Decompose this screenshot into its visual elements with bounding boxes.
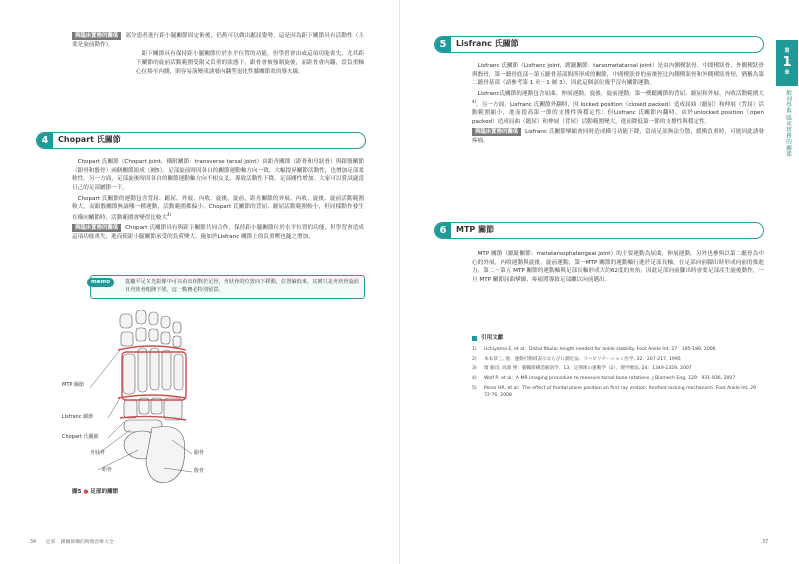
chapter-prefix: 第	[784, 48, 790, 55]
section-4-body	[72, 158, 364, 242]
chapter-number: 1	[782, 55, 792, 70]
figure-5-caption	[72, 488, 118, 497]
left-footer	[30, 539, 114, 546]
section-4-paragraph-2: Chopart 氏關節的運動包含背屈、蹠屈、外展、內收、旋後、旋前，距舟關節的外展、內收、旋後、旋前活動範圍較大，而跟骰關節無論哪一種運動，活動範圍都偏小。Chopart 氏關節的背屈、蹠屈活動範圍較小，但同樣動作發生在橫向關節時，活動範圍會變得比較大	[72, 195, 364, 221]
left-page-number: 34	[30, 540, 37, 545]
chapter-suffix: 章	[784, 70, 790, 76]
references-section	[472, 334, 764, 403]
label-lisfranc-joint: Lisfranc 關節	[62, 414, 94, 420]
left-footer-title: 踝關節構的物理治療大全	[60, 540, 114, 545]
reference-item: 1) Uchiyama E, et al：Distal fibular length needed for ankle stability. Foot Ankle Int, 27：185-189, 2006	[472, 346, 716, 352]
section-5-body	[472, 62, 764, 146]
reference-item: 4) Wolf P, et al：A MR imaging procedure to measure tarsal bone rotations. J Biomech Eng, 129：931-936, 2007	[472, 376, 736, 382]
memo-tag: memo	[87, 278, 114, 287]
section-6-number: 6	[435, 223, 451, 238]
section-4-citation: 4)	[167, 211, 172, 217]
figure-5-number: 圖5	[72, 489, 82, 495]
section-5-paragraph-2b: 。另一方面，Lisfranc 氏關節外翻時，因 locked position（closed packed）造成屈曲（蹠屈）和伸展（背屈）活動範圍縮小，進而提高第一節的支撐性與穩定性；但Lisfranc 氏關節內翻時，由於unlocked position（open packed）造成屈曲（蹠屈）和伸展（背屈）活動範圍變大，進而降低第一節的支撐性與穩定性。	[472, 101, 764, 125]
foot-skeleton-illustration	[60, 310, 260, 490]
section-5-number: 5	[435, 37, 451, 52]
section-4-clinical-tag: 與臨床實務的關係	[72, 224, 121, 232]
references-list	[472, 347, 764, 400]
section-5-paragraph-2: Lisfranc氏關節的運動包含屈曲、伸展運動、旋後、旋前運動，第一楔蹠關節的背屈、蹠屈和外展、內收活動範圍大	[477, 90, 764, 97]
chapter-vertical-title: 解剖學與臨床實務的關係	[785, 90, 791, 158]
label-chopart-joint: Chopart 氏關節	[62, 434, 99, 440]
top-clinical-block	[72, 32, 364, 76]
figure-5-title: 足部的關節	[90, 489, 119, 495]
section-6-heading	[434, 222, 764, 239]
reference-item: 2) 本本恭三, 他：運動可動域表示ならびに測定法．リハビリテーション医学, 32：207-217, 1995	[472, 356, 681, 362]
right-page-number: 37	[762, 540, 769, 545]
square-bullet-icon	[472, 336, 477, 341]
memo-box	[90, 275, 365, 299]
section-4-heading	[36, 132, 366, 149]
section-6-body	[472, 250, 764, 285]
section-5-clinical-tag: 與臨床實務的關係	[472, 128, 521, 136]
top-paragraph-2: 距下關節具有保持距小腿關節位於水平位置的功能，但學習會由或這項功能喪失，尤其距下關節的旋前活動範圍受限又負重的狀態下，跟骨會被強制旋後，而距骨會內翻，當負重軸心位移至內側，則容易演變成誘發內翻型退化性膝關節炎的導火線。	[136, 51, 364, 75]
memo-text: 從屬平足Ｘ光影像中可以看出相對於足骨，舟狀骨的位置向下移動，位置偏低來，其實只是舟狀骨旋前且舟狀骨粗隆下墜，這一點務必特別留意。	[125, 279, 359, 293]
label-cuboid: 骰骨	[194, 468, 205, 474]
reference-item: 3) 壇 順司, 高濱 照：腳關節構造解剖学．13，足関節の運動学（2），理学療法, 24：1349-1359, 2007	[472, 366, 692, 372]
foot-joints-figure	[60, 310, 260, 490]
section-4-title: Chopart 氏關節	[58, 135, 121, 145]
caption-bullet-icon: ●	[83, 489, 89, 495]
section-6-paragraph-1: MTP 關節（蹠趾關節：metatarsophalangeal joint）的主要運動為屈曲，伸展運動，另外也參與以第二蹠骨為中心的外展，內收運動與旋後，旋前運動，第一MTP 關節的運動軸行進於足部長軸，在足部向前腳出時形成向前的推進力，第二～第五 MTP 關節的運動軸與足部長軸形成大約62度的夾角，因此足部向前腳出時會要足部產生旋後動作，一旦 MTP 關節屈曲攣縮，疼痛將導致足部離以向前邁出。	[472, 251, 764, 283]
left-page	[0, 0, 399, 564]
section-4-paragraph-1: Chopart 氏關節（Chopart joint，橫附關節：transverse tarsal joint）由距舟關節（距骨和舟狀骨）與跟骰關節（跟骨和骰骨）兩個關節組成（圖5）。足部旋前時因各自的關節運動軸方向一致，大幅提昇關節活動性，也增加足部柔軟性，另一方面，足部旋後時因各自的關節運動軸方向不相交叉，導致活動性下降，足部剛性增加。大家可以嘗試適當日己的足部屬節一下。	[72, 159, 364, 191]
label-mtp-joint: MTP 關節	[62, 382, 84, 388]
section-5-paragraph-1: Lisfranc 氏關節（Lisfranc joint，跗蹠關節：tarsometatarsal joint）是由內側楔狀骨、中間楔狀骨、外側楔狀骨與骰骨，第一蹠骨底部～第五蹠骨基部間所形成的關節，中間楔狀骨的前後徑比內側楔狀骨和外側楔狀骨短，猶稱為第二蹠骨基部（請參考第 1 章－1 圖 3），因此這個部位幾乎沒有關節運動。	[472, 63, 764, 87]
reference-item: 5) Perez HR, et al：The effect of frontal plane position on first ray motion: forefoot locking mechanism. Foot Ankle Int, 29：72-76, 2008	[472, 386, 761, 399]
section-5-citation: 4)	[472, 98, 477, 104]
section-6-title: MTP 關節	[456, 225, 495, 235]
chapter-side-tab[interactable]	[776, 40, 798, 86]
section-4-clinical-text: Chopart 氏關節具有與距下關節共同合作，保持距小腿關節位於水平位置的功能，但學習會造成這項功能喪失，進而使距小腿關節承受的負荷變大，施加於Lisfranc 關節上的負重壓也隨之增加。	[72, 225, 364, 241]
references-title: 引用文獻	[481, 335, 504, 341]
section-5-clinical-text: Lisfranc 氏關節攣縮會同時造成橫弓功能下降，當前足部無法分散，緩衝負重時，可能因此誘發疼痛。	[472, 129, 764, 145]
label-calcaneus: 跟骨	[194, 450, 205, 456]
references-heading	[472, 334, 764, 343]
section-4-number: 4	[37, 133, 53, 148]
label-navicular: 舟狀骨	[90, 450, 106, 456]
section-5-title: Lisfranc 氏關節	[456, 39, 519, 49]
top-paragraph-1: 部分患者進行距小腿關節固定術後，仍舊可以做出蹠屈姿勢，這是因為距下關節具有活動性（主要是旋前動作）。	[72, 33, 364, 48]
label-talus: 距骨	[102, 467, 113, 473]
section-5-heading	[434, 36, 764, 53]
clinical-relation-tag: 與臨床實務的關係	[72, 32, 121, 40]
left-footer-chapter: 足部	[45, 540, 56, 545]
